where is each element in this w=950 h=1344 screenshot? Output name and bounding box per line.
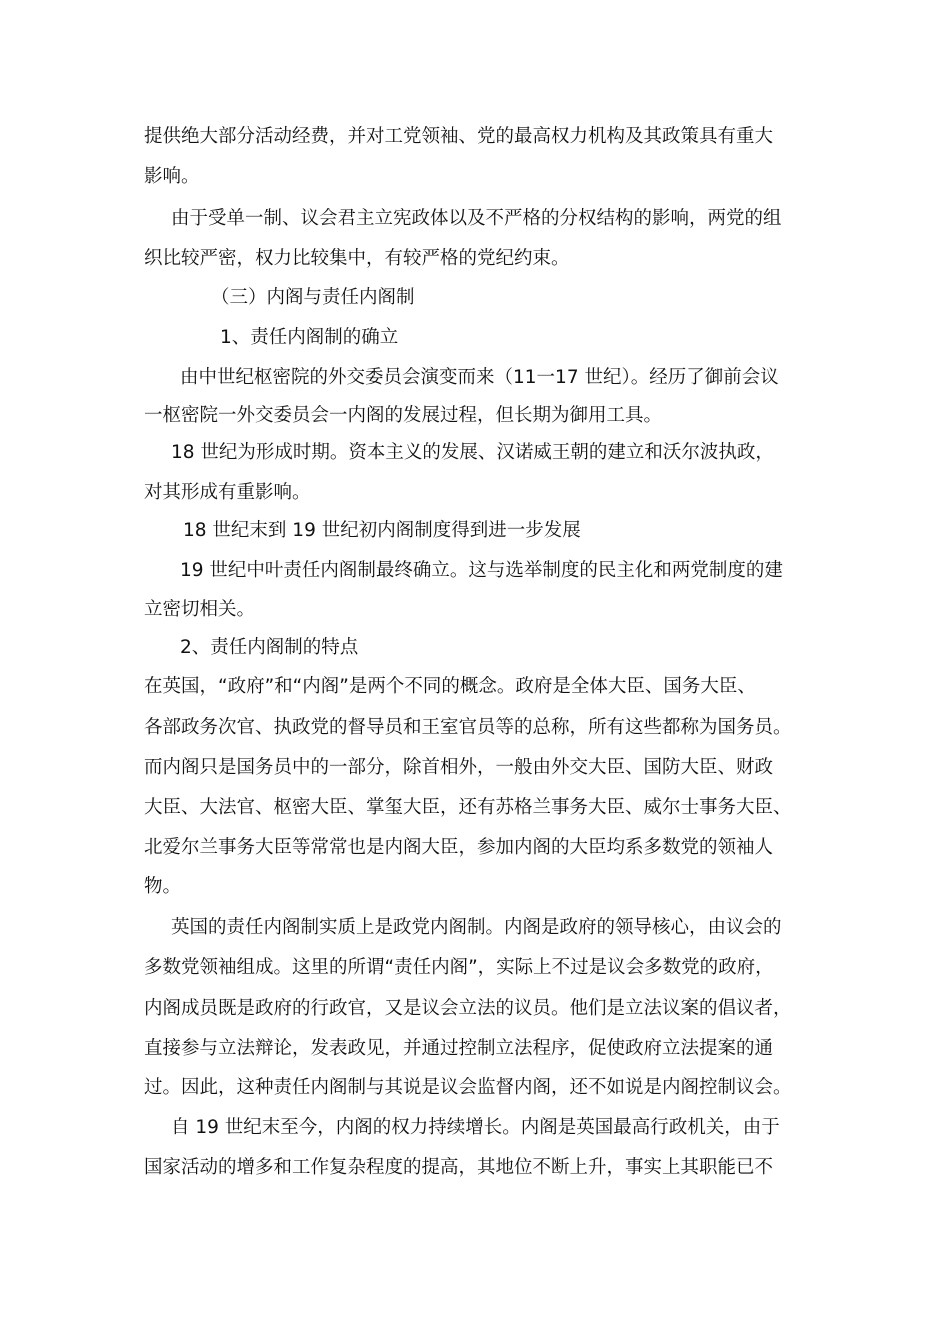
text-line: 18 世纪末到 19 世纪初内阁制度得到进一步发展: [183, 520, 581, 541]
text-line: 物。: [144, 876, 182, 897]
text-line: 多数党领袖组成。这里的所谓“责任内阁”，实际上不过是议会多数党的政府，: [144, 957, 774, 978]
text-line: 英国的责任内阁制实质上是政党内阁制。内阁是政府的领导核心，由议会的: [171, 917, 782, 938]
subsection-heading: 2、责任内阁制的特点: [180, 637, 359, 658]
subsection-heading: 1、责任内阁制的确立: [220, 327, 399, 348]
text-line: 18 世纪为形成时期。资本主义的发展、汉诺威王朝的建立和沃尔波执政，: [171, 442, 774, 463]
text-line: 影响。: [144, 166, 200, 187]
text-line: 直接参与立法辩论，发表政见，并通过控制立法程序，促使政府立法提案的通: [144, 1038, 774, 1059]
text-line: 而内阁只是国务员中的一部分，除首相外，一般由外交大臣、国防大臣、财政: [144, 757, 774, 778]
text-line: 内阁成员既是政府的行政官，又是议会立法的议员。他们是立法议案的倡议者，: [144, 998, 792, 1019]
text-line: 提供绝大部分活动经费，并对工党领袖、党的最高权力机构及其政策具有重大: [144, 126, 774, 147]
text-line: 一枢密院一外交委员会一内阁的发展过程，但长期为御用工具。: [144, 405, 663, 426]
text-line: 在英国，“政府”和“内阁”是两个不同的概念。政府是全体大臣、国务大臣、: [144, 676, 756, 697]
text-line: 过。因此，这种责任内阁制与其说是议会监督内阁，还不如说是内阁控制议会。: [144, 1077, 792, 1098]
text-line: 立密切相关。: [144, 599, 256, 620]
text-line: 由于受单一制、议会君主立宪政体以及不严格的分权结构的影响，两党的组: [171, 208, 782, 229]
text-line: 自 19 世纪末至今，内阁的权力持续增长。内阁是英国最高行政机关，由于: [171, 1117, 780, 1138]
text-line: 19 世纪中叶责任内阁制最终确立。这与选举制度的民主化和两党制度的建: [180, 560, 783, 581]
text-line: 各部政务次官、执政党的督导员和王室官员等的总称，所有这些都称为国务员。: [144, 717, 792, 738]
text-line: 由中世纪枢密院的外交委员会演变而来（11一17 世纪）。经历了御前会议: [180, 367, 779, 388]
section-heading: （三）内阁与责任内阁制: [211, 287, 415, 308]
text-line: 对其形成有重影响。: [144, 482, 311, 503]
text-line: 织比较严密，权力比较集中，有较严格的党纪约束。: [144, 248, 570, 269]
text-line: 北爱尔兰事务大臣等常常也是内阁大臣，参加内阁的大臣均系多数党的领袖人: [144, 837, 774, 858]
text-line: 国家活动的增多和工作复杂程度的提高，其地位不断上升，事实上其职能已不: [144, 1157, 774, 1178]
text-line: 大臣、大法官、枢密大臣、掌玺大臣，还有苏格兰事务大臣、威尔士事务大臣、: [144, 797, 792, 818]
